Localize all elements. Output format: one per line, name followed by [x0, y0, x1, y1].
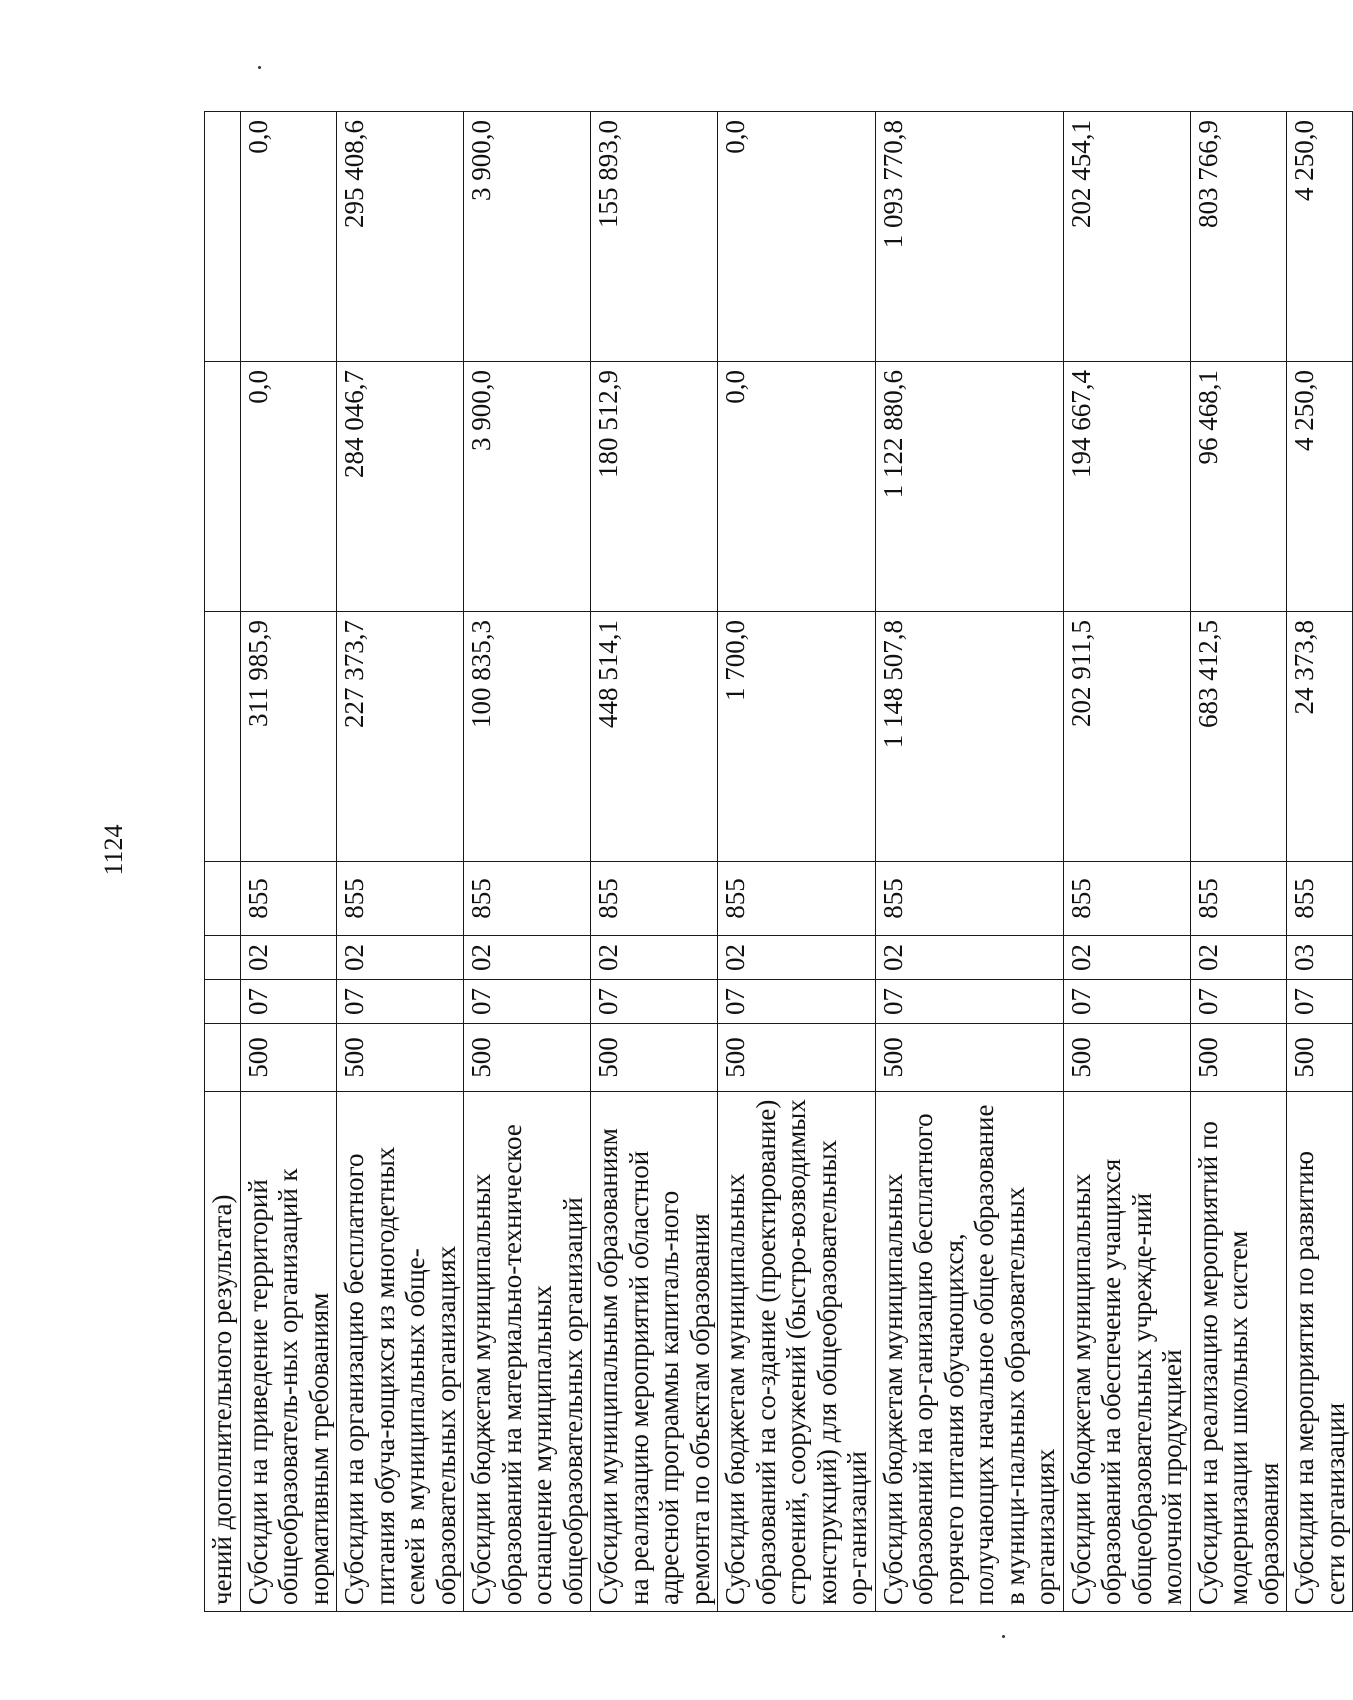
row-code-type: 855 — [1287, 862, 1353, 936]
row-value-2: 4 250,0 — [1287, 362, 1353, 612]
row-description: Субсидии на мероприятия по развитию сети организации — [1287, 1092, 1353, 1612]
table-row — [464, 112, 591, 1612]
scan-speck — [258, 66, 261, 69]
row-value-1: 24 373,8 — [1287, 612, 1353, 862]
row-value-3: 295 408,6 — [337, 112, 464, 362]
row-value-2: 194 667,4 — [1063, 362, 1190, 612]
row-code-subsection: 02 — [591, 936, 718, 980]
row-description: Субсидии бюджетам муниципальных образований на обеспечение учащихся общеобразовательных учрежде-ний молочной продукцией — [1063, 1092, 1190, 1612]
table-row — [1063, 112, 1190, 1612]
row-code-section: 07 — [1287, 980, 1353, 1024]
row-description: Субсидии на организацию бесплатного питания обуча-ющихся из многодетных семей в муниципальных обще-образовательных организациях — [337, 1092, 464, 1612]
row-code-section: 07 — [1190, 980, 1287, 1024]
row-code-section: 07 — [464, 980, 591, 1024]
row-value-1: 1 148 507,8 — [875, 612, 1063, 862]
row-value-3: 0,0 — [718, 112, 876, 362]
row-code-subsection: 02 — [240, 936, 337, 980]
row-description: Субсидии на приведение территорий общеобразователь-ных организаций к нормативным требованиям — [240, 1092, 337, 1612]
row-description: Субсидии муниципальным образованиям на реализацию мероприятий областной адресной программы капиталь-ного ремонта по объектам образования — [591, 1092, 718, 1612]
row-code-gl: 500 — [464, 1024, 591, 1092]
table-row — [1190, 112, 1287, 1612]
table-row — [337, 112, 464, 1612]
row-value-1: 227 373,7 — [337, 612, 464, 862]
empty-cell — [205, 362, 241, 612]
row-value-3: 0,0 — [240, 112, 337, 362]
row-code-section: 07 — [718, 980, 876, 1024]
row-code-gl: 500 — [1190, 1024, 1287, 1092]
row-description: Субсидии бюджетам муниципальных образований на ор-ганизацию бесплатного горячего питания обучающихся, получающих начальное общее образование в муници-пальных образовательных организациях — [875, 1092, 1063, 1612]
row-value-3: 202 454,1 — [1063, 112, 1190, 362]
row-description: Субсидии бюджетам муниципальных образований на материально-техническое оснащение муниципальных общеобразовательных организаций — [464, 1092, 591, 1612]
page-number: 1124 — [99, 824, 128, 876]
scan-speck — [1002, 1635, 1005, 1638]
row-value-3: 803 766,9 — [1190, 112, 1287, 362]
row-code-type: 855 — [1190, 862, 1287, 936]
empty-cell — [205, 936, 241, 980]
table-row — [591, 112, 718, 1612]
row-value-1: 311 985,9 — [240, 612, 337, 862]
row-code-type: 855 — [240, 862, 337, 936]
row-value-2: 1 122 880,6 — [875, 362, 1063, 612]
row-value-1: 100 835,3 — [464, 612, 591, 862]
budget-table — [204, 111, 1353, 1612]
row-value-2: 180 512,9 — [591, 362, 718, 612]
row-code-subsection: 02 — [1190, 936, 1287, 980]
row-value-2: 0,0 — [718, 362, 876, 612]
row-code-gl: 500 — [1287, 1024, 1353, 1092]
row-code-type: 855 — [1063, 862, 1190, 936]
row-code-type: 855 — [464, 862, 591, 936]
row-code-type: 855 — [337, 862, 464, 936]
row-code-type: 855 — [875, 862, 1063, 936]
table-row — [1287, 112, 1353, 1612]
table-body — [205, 112, 1353, 1612]
row-value-1: 683 412,5 — [1190, 612, 1287, 862]
row-code-gl: 500 — [337, 1024, 464, 1092]
row-value-1: 448 514,1 — [591, 612, 718, 862]
row-code-subsection: 02 — [464, 936, 591, 980]
empty-cell — [205, 112, 241, 362]
row-code-subsection: 02 — [1063, 936, 1190, 980]
row-description: Субсидии на реализацию мероприятий по модернизации школьных систем образования — [1190, 1092, 1287, 1612]
budget-table-container — [204, 112, 1350, 1612]
table-row-header-fragment — [205, 112, 241, 1612]
row-value-1: 202 911,5 — [1063, 612, 1190, 862]
empty-cell — [205, 612, 241, 862]
row-value-2: 0,0 — [240, 362, 337, 612]
row-code-gl: 500 — [875, 1024, 1063, 1092]
table-row — [240, 112, 337, 1612]
row-description: Субсидии бюджетам муниципальных образований на со-здание (проектирование) строений, сооружений (быстро-возводимых конструкций) для общеобразовательных ор-ганизаций — [718, 1092, 876, 1612]
budget-table-rotated — [204, 112, 1350, 1612]
row-code-section: 07 — [337, 980, 464, 1024]
table-row — [718, 112, 876, 1612]
row-code-section: 07 — [240, 980, 337, 1024]
row-value-3: 3 900,0 — [464, 112, 591, 362]
row-code-subsection: 03 — [1287, 936, 1353, 980]
empty-cell — [205, 980, 241, 1024]
row-value-3: 4 250,0 — [1287, 112, 1353, 362]
row-code-gl: 500 — [718, 1024, 876, 1092]
row-code-section: 07 — [591, 980, 718, 1024]
row-value-3: 155 893,0 — [591, 112, 718, 362]
row-code-gl: 500 — [240, 1024, 337, 1092]
row-code-gl: 500 — [591, 1024, 718, 1092]
row-code-section: 07 — [1063, 980, 1190, 1024]
row-value-2: 96 468,1 — [1190, 362, 1287, 612]
row-code-type: 855 — [718, 862, 876, 936]
row-value-2: 3 900,0 — [464, 362, 591, 612]
header-fragment-cell: чений дополнительного результата) — [205, 1092, 241, 1612]
row-code-subsection: 02 — [337, 936, 464, 980]
row-code-subsection: 02 — [718, 936, 876, 980]
row-value-1: 1 700,0 — [718, 612, 876, 862]
row-code-subsection: 02 — [875, 936, 1063, 980]
table-row — [875, 112, 1063, 1612]
row-code-section: 07 — [875, 980, 1063, 1024]
row-code-gl: 500 — [1063, 1024, 1190, 1092]
row-code-type: 855 — [591, 862, 718, 936]
empty-cell — [205, 862, 241, 936]
row-value-3: 1 093 770,8 — [875, 112, 1063, 362]
row-value-2: 284 046,7 — [337, 362, 464, 612]
empty-cell — [205, 1024, 241, 1092]
